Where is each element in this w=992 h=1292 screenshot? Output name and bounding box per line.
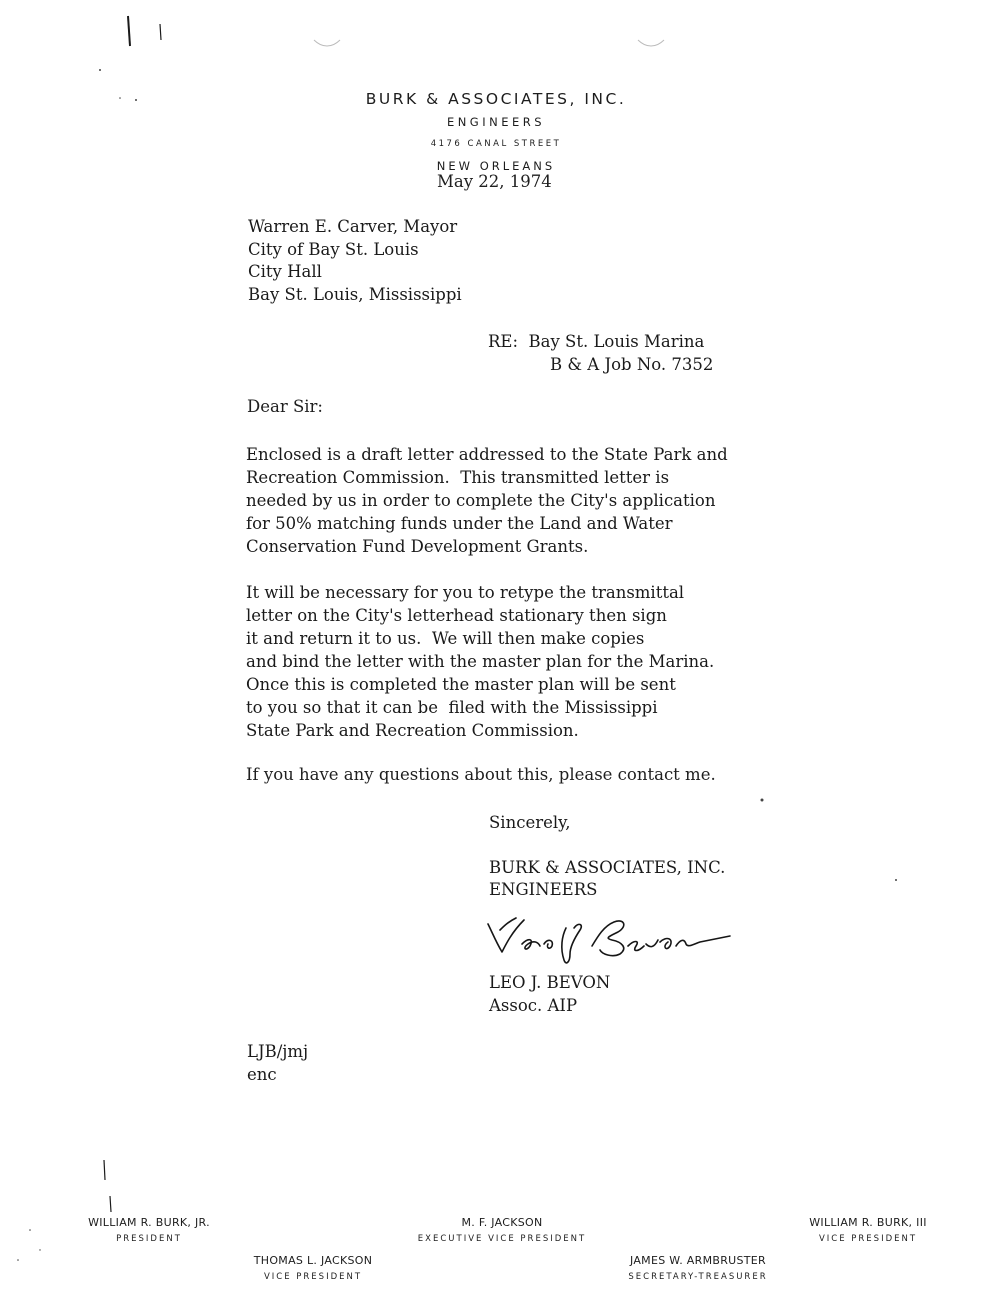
officer-name: THOMAS L. JACKSON <box>253 1254 373 1267</box>
officer-title: PRESIDENT <box>116 1234 182 1244</box>
closing-block <box>489 812 725 902</box>
recipient-line: Warren E. Carver, Mayor <box>248 217 458 236</box>
reference-line: RE: Bay St. Louis Marina <box>488 332 705 351</box>
closing-company: BURK & ASSOCIATES, INC. <box>489 857 726 877</box>
enclosure-line: enc <box>247 1064 277 1084</box>
paragraph-line: It will be necessary for you to retype the transmittal <box>246 583 685 602</box>
letterhead-city: NEW ORLEANS <box>436 159 556 173</box>
paragraph-line: to you so that it can be filed with the Mississippi <box>246 698 658 717</box>
handwritten-signature-icon <box>482 908 737 970</box>
signer-title: Assoc. AIP <box>489 995 578 1015</box>
officer-title: SECRETARY-TREASURER <box>628 1272 768 1282</box>
officer-title: VICE PRESIDENT <box>263 1272 363 1282</box>
letter-date: May 22, 1974 <box>437 172 552 191</box>
body-paragraph-1 <box>246 443 728 558</box>
paragraph-line: State Park and Recreation Commission. <box>246 721 579 740</box>
officer-entry <box>64 1216 234 1244</box>
closing-sincerely: Sincerely, <box>489 813 571 832</box>
closing-subtitle: ENGINEERS <box>489 880 598 899</box>
paragraph-line: for 50% matching funds under the Land and Water <box>246 514 673 533</box>
officer-name: WILLIAM R. BURK, III <box>809 1216 927 1229</box>
reference-block <box>488 330 713 376</box>
officer-entry <box>598 1254 798 1282</box>
paragraph-line: Recreation Commission. This transmitted letter is <box>246 468 670 487</box>
signer-block <box>489 972 610 1017</box>
officer-name: JAMES W. ARMBRUSTER <box>630 1254 766 1267</box>
reference-line: B & A Job No. 7352 <box>550 355 714 374</box>
recipient-line: Bay St. Louis, Mississippi <box>248 284 462 304</box>
salutation: Dear Sir: <box>247 397 323 416</box>
officer-title: EXECUTIVE VICE PRESIDENT <box>417 1234 587 1244</box>
officer-entry <box>228 1254 398 1282</box>
paragraph-line: Once this is completed the master plan will be sent <box>246 675 676 694</box>
body-paragraph-3: If you have any questions about this, please contact me. <box>246 765 716 784</box>
paragraph-line: Conservation Fund Development Grants. <box>246 537 589 556</box>
letterhead-street: 4176 CANAL STREET <box>430 139 562 149</box>
paragraph-line: Enclosed is a draft letter addressed to the State Park and <box>246 445 728 464</box>
signer-name: LEO J. BEVON <box>489 973 611 992</box>
recipient-address <box>248 216 462 306</box>
body-paragraph-2 <box>246 581 714 742</box>
paragraph-line: needed by us in order to complete the City's application <box>246 491 716 510</box>
initials-line: LJB/jmj <box>247 1042 309 1061</box>
officer-name: WILLIAM R. BURK, JR. <box>88 1216 210 1229</box>
recipient-line: City of Bay St. Louis <box>248 239 419 259</box>
recipient-line: City Hall <box>248 262 322 281</box>
paragraph-line: and bind the letter with the master plan for the Marina. <box>246 652 715 671</box>
letterhead-company: BURK & ASSOCIATES, INC. <box>365 90 627 108</box>
officer-title: VICE PRESIDENT <box>818 1234 918 1244</box>
paragraph-line: letter on the City's letterhead stationary then sign <box>246 606 667 625</box>
officer-entry <box>778 1216 958 1244</box>
officer-name: M. F. JACKSON <box>461 1216 543 1229</box>
letterhead-subtitle: ENGINEERS <box>446 115 546 129</box>
paragraph-line: it and return it to us. We will then make copies <box>246 629 645 648</box>
initials-block <box>247 1041 308 1086</box>
officer-entry <box>392 1216 612 1244</box>
